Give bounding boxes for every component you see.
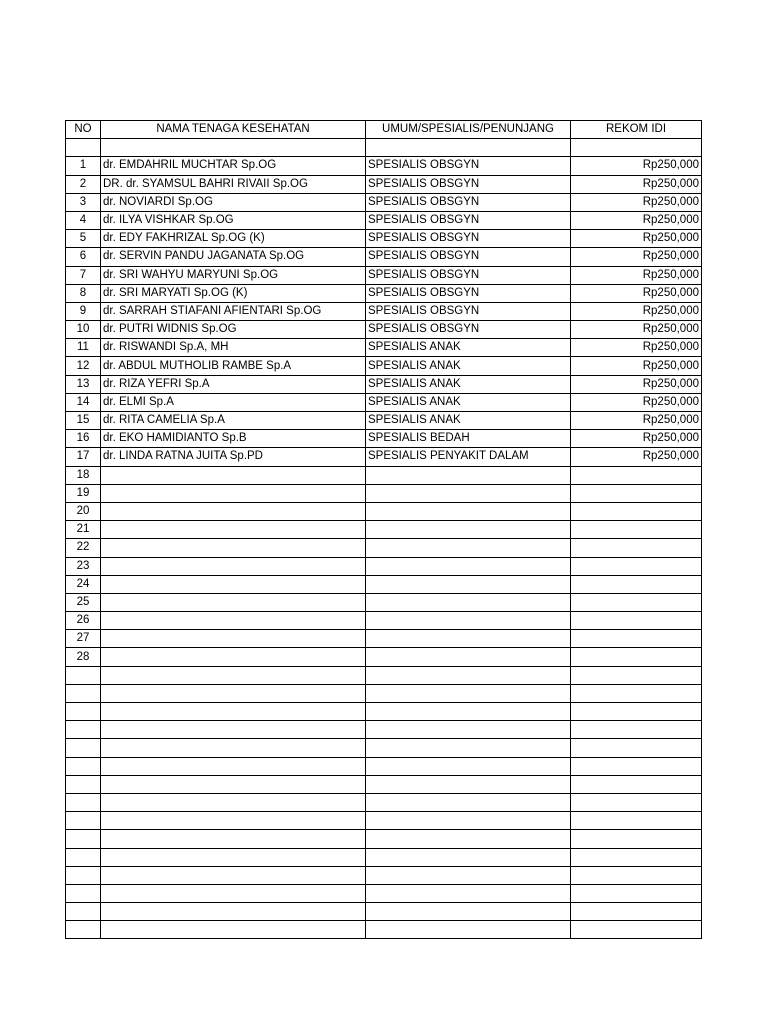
cell-no — [66, 721, 101, 739]
cell-rekom — [571, 593, 702, 611]
table-row — [66, 430, 702, 448]
cell-kategori: SPESIALIS OBSGYN — [366, 230, 571, 248]
cell-no — [66, 703, 101, 721]
cell-nama — [101, 139, 366, 157]
header-nama: NAMA TENAGA KESEHATAN — [101, 121, 366, 139]
cell-rekom — [571, 921, 702, 939]
cell-nama — [101, 648, 366, 666]
cell-no: 8 — [66, 284, 101, 302]
cell-no — [66, 139, 101, 157]
cell-kategori: SPESIALIS ANAK — [366, 375, 571, 393]
table-row — [66, 375, 702, 393]
cell-nama — [101, 575, 366, 593]
cell-no: 5 — [66, 230, 101, 248]
cell-kategori: SPESIALIS OBSGYN — [366, 266, 571, 284]
cell-nama — [101, 703, 366, 721]
cell-nama — [101, 666, 366, 684]
table-row — [66, 593, 702, 611]
header-rekom: REKOM IDI — [571, 121, 702, 139]
cell-kategori: SPESIALIS ANAK — [366, 357, 571, 375]
cell-no: 2 — [66, 175, 101, 193]
table-row — [66, 466, 702, 484]
cell-kategori: SPESIALIS ANAK — [366, 393, 571, 411]
cell-kategori — [366, 502, 571, 520]
cell-kategori — [366, 648, 571, 666]
cell-rekom: Rp250,000 — [571, 357, 702, 375]
cell-kategori — [366, 830, 571, 848]
cell-rekom: Rp250,000 — [571, 248, 702, 266]
table-row — [66, 775, 702, 793]
cell-nama: dr. RITA CAMELIA Sp.A — [101, 412, 366, 430]
cell-kategori — [366, 466, 571, 484]
table-row — [66, 502, 702, 520]
cell-no: 1 — [66, 157, 101, 175]
cell-nama — [101, 684, 366, 702]
cell-kategori — [366, 703, 571, 721]
cell-nama — [101, 830, 366, 848]
cell-no — [66, 903, 101, 921]
cell-rekom: Rp250,000 — [571, 230, 702, 248]
cell-rekom — [571, 903, 702, 921]
cell-nama: dr. RIZA YEFRI Sp.A — [101, 375, 366, 393]
cell-nama: dr. EDY FAKHRIZAL Sp.OG (K) — [101, 230, 366, 248]
cell-nama: DR. dr. SYAMSUL BAHRI RIVAII Sp.OG — [101, 175, 366, 193]
cell-rekom: Rp250,000 — [571, 430, 702, 448]
cell-no — [66, 866, 101, 884]
header-no: NO — [66, 121, 101, 139]
table-row — [66, 884, 702, 902]
table-row — [66, 666, 702, 684]
table-row — [66, 175, 702, 193]
table-row — [66, 684, 702, 702]
cell-no — [66, 921, 101, 939]
cell-nama — [101, 557, 366, 575]
cell-nama — [101, 757, 366, 775]
cell-nama — [101, 721, 366, 739]
cell-nama — [101, 848, 366, 866]
cell-rekom — [571, 848, 702, 866]
cell-rekom: Rp250,000 — [571, 211, 702, 229]
cell-nama: dr. SRI WAHYU MARYUNI Sp.OG — [101, 266, 366, 284]
cell-nama — [101, 775, 366, 793]
cell-rekom — [571, 630, 702, 648]
cell-nama — [101, 630, 366, 648]
cell-rekom — [571, 775, 702, 793]
cell-kategori — [366, 848, 571, 866]
cell-kategori — [366, 484, 571, 502]
cell-no: 15 — [66, 412, 101, 430]
cell-kategori: SPESIALIS PENYAKIT DALAM — [366, 448, 571, 466]
cell-rekom — [571, 666, 702, 684]
cell-rekom — [571, 466, 702, 484]
table-row — [66, 357, 702, 375]
table-row — [66, 284, 702, 302]
cell-kategori — [366, 793, 571, 811]
table-row — [66, 630, 702, 648]
cell-kategori — [366, 612, 571, 630]
cell-rekom: Rp250,000 — [571, 193, 702, 211]
cell-nama: dr. SARRAH STIAFANI AFIENTARI Sp.OG — [101, 302, 366, 320]
table-row — [66, 539, 702, 557]
cell-nama — [101, 466, 366, 484]
cell-rekom: Rp250,000 — [571, 302, 702, 320]
cell-nama: dr. SRI MARYATI Sp.OG (K) — [101, 284, 366, 302]
cell-no: 18 — [66, 466, 101, 484]
table-row — [66, 757, 702, 775]
cell-no: 3 — [66, 193, 101, 211]
table-row — [66, 266, 702, 284]
cell-kategori — [366, 921, 571, 939]
cell-no: 16 — [66, 430, 101, 448]
cell-rekom: Rp250,000 — [571, 321, 702, 339]
cell-rekom — [571, 703, 702, 721]
cell-kategori — [366, 666, 571, 684]
table-row — [66, 139, 702, 157]
table-row — [66, 484, 702, 502]
cell-rekom: Rp250,000 — [571, 266, 702, 284]
cell-no: 28 — [66, 648, 101, 666]
cell-kategori — [366, 684, 571, 702]
table-row — [66, 157, 702, 175]
cell-kategori — [366, 775, 571, 793]
table-row — [66, 903, 702, 921]
cell-rekom: Rp250,000 — [571, 157, 702, 175]
cell-no: 20 — [66, 502, 101, 520]
cell-nama — [101, 793, 366, 811]
cell-no — [66, 793, 101, 811]
cell-kategori — [366, 139, 571, 157]
cell-no: 11 — [66, 339, 101, 357]
cell-rekom: Rp250,000 — [571, 175, 702, 193]
cell-rekom — [571, 521, 702, 539]
cell-rekom: Rp250,000 — [571, 375, 702, 393]
cell-nama — [101, 739, 366, 757]
cell-rekom: Rp250,000 — [571, 284, 702, 302]
cell-kategori: SPESIALIS ANAK — [366, 339, 571, 357]
cell-rekom — [571, 721, 702, 739]
table-row — [66, 248, 702, 266]
table-row — [66, 230, 702, 248]
cell-rekom — [571, 739, 702, 757]
cell-no: 12 — [66, 357, 101, 375]
table-row — [66, 830, 702, 848]
cell-nama: dr. ELMI Sp.A — [101, 393, 366, 411]
cell-no: 9 — [66, 302, 101, 320]
cell-nama — [101, 921, 366, 939]
cell-rekom — [571, 575, 702, 593]
cell-no: 27 — [66, 630, 101, 648]
cell-kategori: SPESIALIS ANAK — [366, 412, 571, 430]
cell-nama — [101, 593, 366, 611]
cell-nama — [101, 502, 366, 520]
cell-kategori: SPESIALIS BEDAH — [366, 430, 571, 448]
cell-rekom — [571, 884, 702, 902]
table-row — [66, 211, 702, 229]
cell-no — [66, 666, 101, 684]
cell-rekom: Rp250,000 — [571, 393, 702, 411]
table-row — [66, 339, 702, 357]
table-row — [66, 793, 702, 811]
cell-no: 19 — [66, 484, 101, 502]
cell-nama — [101, 884, 366, 902]
cell-kategori — [366, 521, 571, 539]
cell-nama: dr. EKO HAMIDIANTO Sp.B — [101, 430, 366, 448]
table-row — [66, 812, 702, 830]
cell-rekom: Rp250,000 — [571, 448, 702, 466]
cell-no: 17 — [66, 448, 101, 466]
cell-kategori: SPESIALIS OBSGYN — [366, 248, 571, 266]
cell-kategori — [366, 884, 571, 902]
cell-kategori — [366, 903, 571, 921]
table-row — [66, 321, 702, 339]
cell-no — [66, 684, 101, 702]
cell-kategori: SPESIALIS OBSGYN — [366, 175, 571, 193]
table-row — [66, 412, 702, 430]
cell-no — [66, 884, 101, 902]
cell-kategori — [366, 866, 571, 884]
cell-rekom — [571, 557, 702, 575]
table-row — [66, 848, 702, 866]
cell-no — [66, 757, 101, 775]
cell-rekom — [571, 612, 702, 630]
cell-no: 25 — [66, 593, 101, 611]
cell-nama: dr. ABDUL MUTHOLIB RAMBE Sp.A — [101, 357, 366, 375]
cell-no: 4 — [66, 211, 101, 229]
table-row — [66, 921, 702, 939]
header-row — [66, 121, 702, 139]
cell-nama — [101, 812, 366, 830]
cell-no: 23 — [66, 557, 101, 575]
cell-nama — [101, 903, 366, 921]
cell-rekom — [571, 757, 702, 775]
cell-kategori — [366, 539, 571, 557]
cell-kategori — [366, 593, 571, 611]
cell-rekom — [571, 793, 702, 811]
cell-no: 7 — [66, 266, 101, 284]
cell-no — [66, 848, 101, 866]
table-row — [66, 648, 702, 666]
cell-kategori: SPESIALIS OBSGYN — [366, 157, 571, 175]
cell-nama — [101, 521, 366, 539]
table-row — [66, 703, 702, 721]
cell-no: 6 — [66, 248, 101, 266]
cell-rekom — [571, 648, 702, 666]
table-row — [66, 393, 702, 411]
cell-no — [66, 812, 101, 830]
cell-kategori: SPESIALIS OBSGYN — [366, 193, 571, 211]
cell-kategori — [366, 630, 571, 648]
cell-nama: dr. LINDA RATNA JUITA Sp.PD — [101, 448, 366, 466]
cell-no: 14 — [66, 393, 101, 411]
cell-kategori — [366, 739, 571, 757]
table-body — [66, 139, 702, 939]
table-row — [66, 739, 702, 757]
cell-rekom — [571, 866, 702, 884]
cell-nama: dr. NOVIARDI Sp.OG — [101, 193, 366, 211]
cell-nama — [101, 484, 366, 502]
table-row — [66, 448, 702, 466]
cell-nama: dr. SERVIN PANDU JAGANATA Sp.OG — [101, 248, 366, 266]
cell-kategori: SPESIALIS OBSGYN — [366, 284, 571, 302]
table-row — [66, 721, 702, 739]
table-row — [66, 557, 702, 575]
cell-nama: dr. EMDAHRIL MUCHTAR Sp.OG — [101, 157, 366, 175]
cell-no — [66, 739, 101, 757]
cell-no — [66, 775, 101, 793]
cell-rekom — [571, 139, 702, 157]
cell-rekom — [571, 502, 702, 520]
table-row — [66, 193, 702, 211]
cell-kategori — [366, 721, 571, 739]
cell-nama: dr. PUTRI WIDNIS Sp.OG — [101, 321, 366, 339]
cell-no: 22 — [66, 539, 101, 557]
cell-nama — [101, 539, 366, 557]
header-kategori: UMUM/SPESIALIS/PENUNJANG — [366, 121, 571, 139]
cell-nama: dr. RISWANDI Sp.A, MH — [101, 339, 366, 357]
table-row — [66, 521, 702, 539]
cell-no: 24 — [66, 575, 101, 593]
cell-kategori — [366, 557, 571, 575]
cell-kategori — [366, 757, 571, 775]
table-row — [66, 302, 702, 320]
doctor-table — [65, 120, 702, 939]
cell-no: 21 — [66, 521, 101, 539]
cell-kategori — [366, 575, 571, 593]
cell-nama — [101, 866, 366, 884]
cell-no: 13 — [66, 375, 101, 393]
cell-no — [66, 830, 101, 848]
cell-rekom: Rp250,000 — [571, 339, 702, 357]
cell-nama — [101, 612, 366, 630]
cell-rekom — [571, 684, 702, 702]
cell-kategori: SPESIALIS OBSGYN — [366, 211, 571, 229]
cell-no: 10 — [66, 321, 101, 339]
table-row — [66, 866, 702, 884]
table-row — [66, 575, 702, 593]
cell-kategori — [366, 812, 571, 830]
cell-kategori: SPESIALIS OBSGYN — [366, 302, 571, 320]
cell-no: 26 — [66, 612, 101, 630]
table-row — [66, 612, 702, 630]
cell-rekom — [571, 830, 702, 848]
cell-rekom — [571, 812, 702, 830]
cell-rekom — [571, 539, 702, 557]
cell-nama: dr. ILYA VISHKAR Sp.OG — [101, 211, 366, 229]
cell-kategori: SPESIALIS OBSGYN — [366, 321, 571, 339]
cell-rekom — [571, 484, 702, 502]
cell-rekom: Rp250,000 — [571, 412, 702, 430]
